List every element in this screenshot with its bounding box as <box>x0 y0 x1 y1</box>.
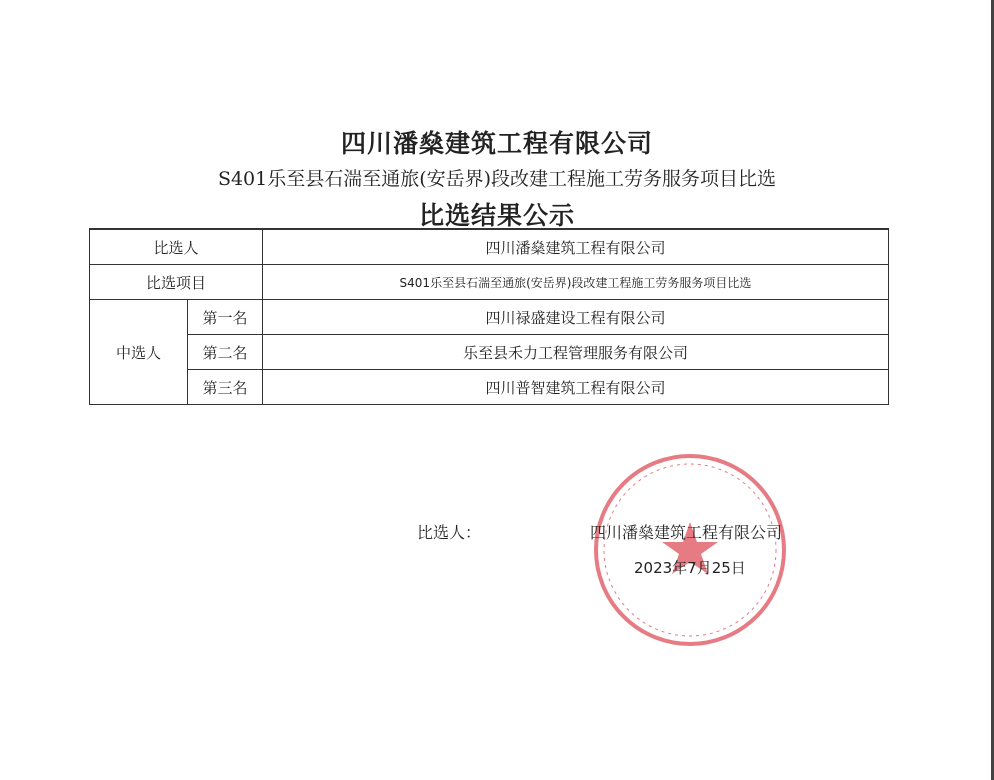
document-title: 比选结果公示 <box>418 201 575 230</box>
table-row <box>90 300 889 335</box>
project-value: S401乐至县石湍至通旅(安岳界)段改建工程施工劳务服务项目比选 <box>263 265 889 300</box>
winner-rank: 第二名 <box>188 335 263 370</box>
winner-rank: 第一名 <box>188 300 263 335</box>
winner-name: 乐至县禾力工程管理服务有限公司 <box>263 335 889 370</box>
bidder-label: 比选人 <box>90 229 263 265</box>
result-table <box>89 228 889 405</box>
project-title: S401乐至县石湍至通旅(安岳界)段改建工程施工劳务服务项目比选 <box>217 168 777 190</box>
company-title: 四川潘燊建筑工程有限公司 <box>340 129 653 158</box>
winner-rank: 第三名 <box>188 370 263 405</box>
table-row <box>90 370 889 405</box>
winner-name: 四川普智建筑工程有限公司 <box>263 370 889 405</box>
table-row <box>90 265 889 300</box>
winner-name: 四川禄盛建设工程有限公司 <box>263 300 889 335</box>
project-label: 比选项目 <box>90 265 263 300</box>
signature-date: 2023年7月25日 <box>634 559 746 577</box>
table-row <box>90 229 889 265</box>
bidder-value: 四川潘燊建筑工程有限公司 <box>263 229 889 265</box>
table-row <box>90 335 889 370</box>
signature-label: 比选人： <box>417 523 482 542</box>
company-seal <box>590 450 790 650</box>
signature-company: 四川潘燊建筑工程有限公司 <box>590 523 783 542</box>
winners-label: 中选人 <box>90 300 188 405</box>
